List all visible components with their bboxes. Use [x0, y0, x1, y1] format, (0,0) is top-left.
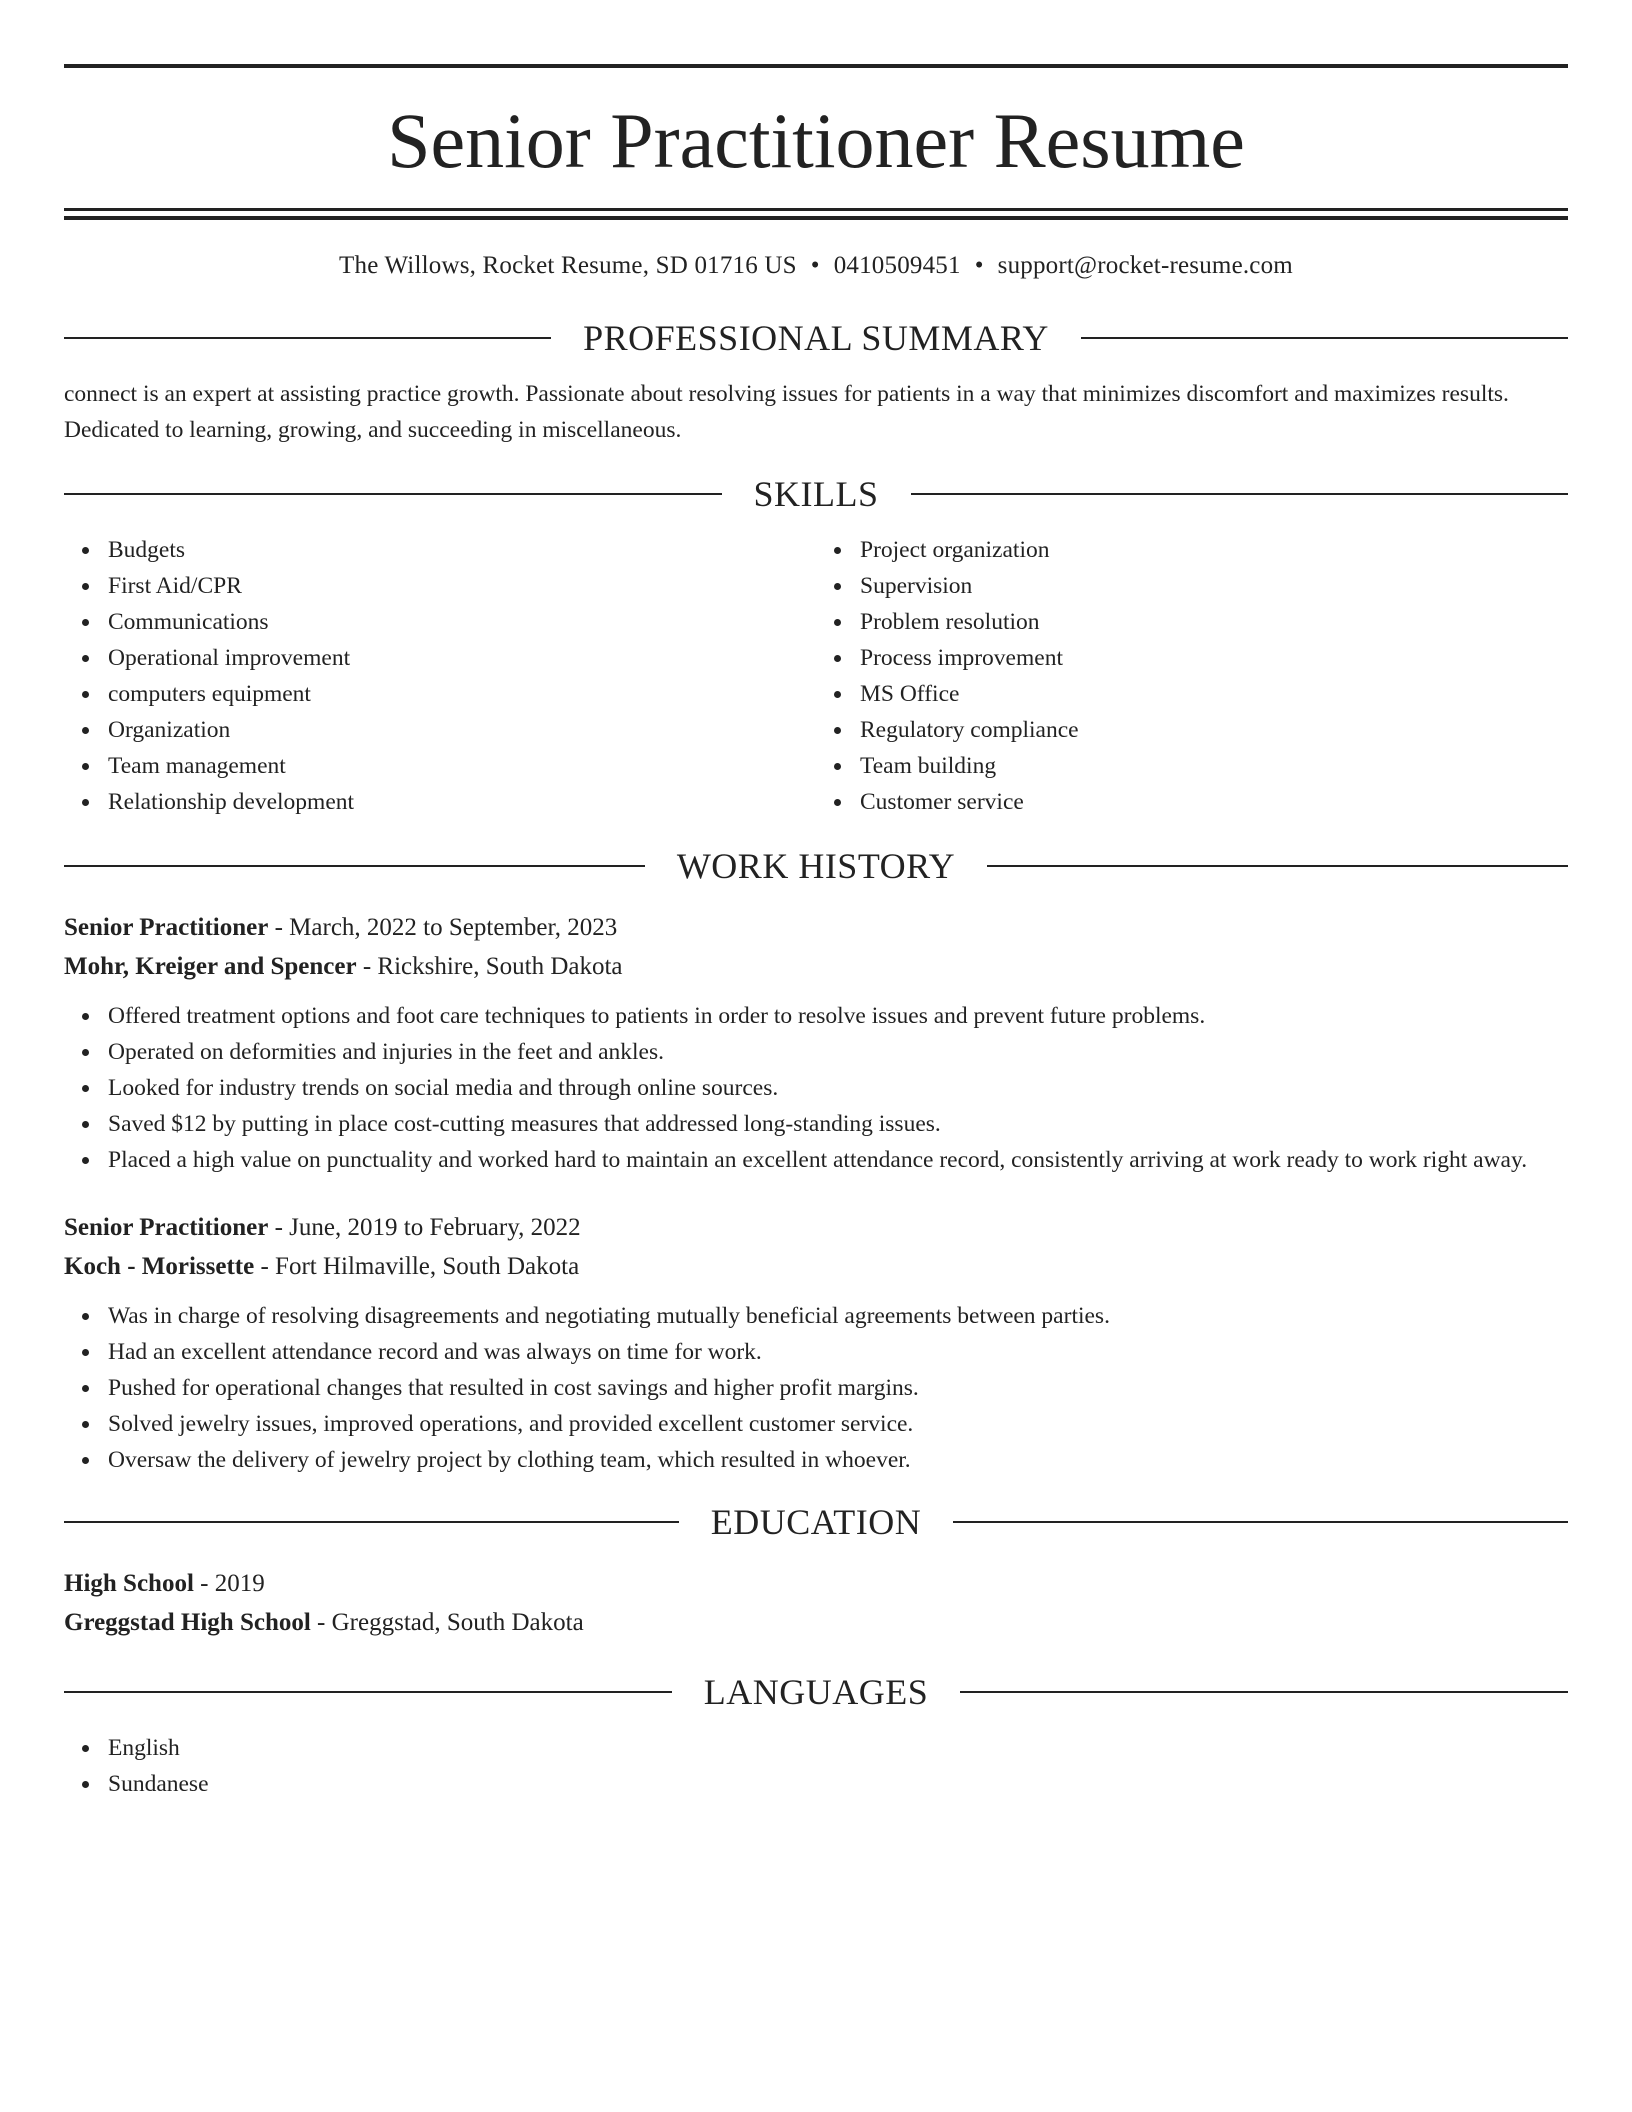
skills-column-left — [64, 532, 816, 820]
job-entry — [64, 908, 1568, 1178]
job-entry — [64, 1208, 1568, 1478]
skill-item: Process improvement — [860, 640, 1568, 676]
job-location: - Fort Hilmaville, South Dakota — [254, 1253, 580, 1280]
education-location: - Greggstad, South Dakota — [310, 1609, 584, 1636]
contact-address: The Willows, Rocket Resume, SD 01716 US — [339, 252, 797, 279]
job-title: Senior Practitioner — [64, 1214, 269, 1241]
job-bullets — [64, 1298, 1568, 1478]
job-company-line — [64, 1247, 1568, 1286]
education-school-line — [64, 1603, 1568, 1642]
education-entry — [64, 1564, 1568, 1642]
job-bullet: Saved $12 by putting in place cost-cutting measures that addressed long-standing issues. — [108, 1106, 1568, 1142]
job-bullet: Placed a high value on punctuality and worked hard to maintain an excellent attendance record, consistently arriving at work ready to work right away. — [108, 1142, 1568, 1178]
job-bullet: Solved jewelry issues, improved operations, and provided excellent customer service. — [108, 1406, 1568, 1442]
job-dates: - June, 2019 to February, 2022 — [268, 1214, 581, 1241]
skill-item: Organization — [108, 712, 816, 748]
education-year: - 2019 — [193, 1570, 265, 1597]
skill-item: Problem resolution — [860, 604, 1568, 640]
section-skills-heading — [64, 472, 1568, 516]
skill-item: Operational improvement — [108, 640, 816, 676]
education-degree-line — [64, 1564, 1568, 1603]
skill-item: Project organization — [860, 532, 1568, 568]
section-title: PROFESSIONAL SUMMARY — [583, 318, 1049, 358]
job-bullets — [64, 998, 1568, 1178]
skill-item: First Aid/CPR — [108, 568, 816, 604]
job-title: Senior Practitioner — [64, 914, 269, 941]
section-summary-heading — [64, 316, 1568, 360]
summary-text: connect is an expert at assisting practice growth. Passionate about resolving issues for patients in a way that minimizes discomfort and maximizes results. Dedicated to learning, growing, and succeeding in miscellaneous. — [64, 381, 1509, 443]
skill-item: Regulatory compliance — [860, 712, 1568, 748]
contact-phone: 0410509451 — [833, 252, 961, 279]
job-company: Koch - Morissette — [64, 1253, 255, 1280]
skill-item: Team building — [860, 748, 1568, 784]
job-dates: - March, 2022 to September, 2023 — [268, 914, 618, 941]
job-bullet: Had an excellent attendance record and was always on time for work. — [108, 1334, 1568, 1370]
skill-item: Relationship development — [108, 784, 816, 820]
skill-item: computers equipment — [108, 676, 816, 712]
contact-separator: • — [974, 252, 984, 279]
job-company: Mohr, Kreiger and Spencer — [64, 953, 357, 980]
contact-email[interactable]: support@rocket-resume.com — [997, 252, 1293, 279]
job-bullet: Was in charge of resolving disagreements and negotiating mutually beneficial agreements between parties. — [108, 1298, 1568, 1334]
skill-item: Communications — [108, 604, 816, 640]
skills-list — [64, 532, 1568, 820]
section-title: SKILLS — [753, 474, 879, 514]
contact-line — [64, 250, 1568, 282]
education-school: Greggstad High School — [64, 1609, 311, 1636]
job-bullet: Looked for industry trends on social media and through online sources. — [108, 1070, 1568, 1106]
top-rule — [64, 64, 1568, 68]
job-bullet: Operated on deformities and injuries in the feet and ankles. — [108, 1034, 1568, 1070]
section-title: WORK HISTORY — [676, 846, 956, 886]
languages-list — [64, 1730, 1568, 1802]
skill-item: MS Office — [860, 676, 1568, 712]
education-degree: High School — [64, 1570, 194, 1597]
resume-title: Senior Practitioner Resume — [387, 97, 1245, 184]
skill-item: Supervision — [860, 568, 1568, 604]
section-title: EDUCATION — [710, 1502, 922, 1542]
section-languages-heading — [64, 1670, 1568, 1714]
job-company-line — [64, 947, 1568, 986]
job-location: - Rickshire, South Dakota — [356, 953, 623, 980]
skill-item: Budgets — [108, 532, 816, 568]
job-bullet: Oversaw the delivery of jewelry project by clothing team, which resulted in whoever. — [108, 1442, 1568, 1478]
skill-item: Team management — [108, 748, 816, 784]
job-title-line — [64, 1208, 1568, 1247]
contact-separator: • — [810, 252, 820, 279]
resume-page — [64, 64, 1568, 1802]
title-double-rule — [64, 208, 1568, 220]
skills-column-right — [816, 532, 1568, 820]
job-title-line — [64, 908, 1568, 947]
section-title: LANGUAGES — [703, 1672, 929, 1712]
language-item: Sundanese — [108, 1766, 1568, 1802]
skill-item: Customer service — [860, 784, 1568, 820]
job-bullet: Pushed for operational changes that resulted in cost savings and higher profit margins. — [108, 1370, 1568, 1406]
job-bullet: Offered treatment options and foot care techniques to patients in order to resolve issues and prevent future problems. — [108, 998, 1568, 1034]
section-education-heading — [64, 1500, 1568, 1544]
language-item: English — [108, 1730, 1568, 1766]
section-work-heading — [64, 844, 1568, 888]
